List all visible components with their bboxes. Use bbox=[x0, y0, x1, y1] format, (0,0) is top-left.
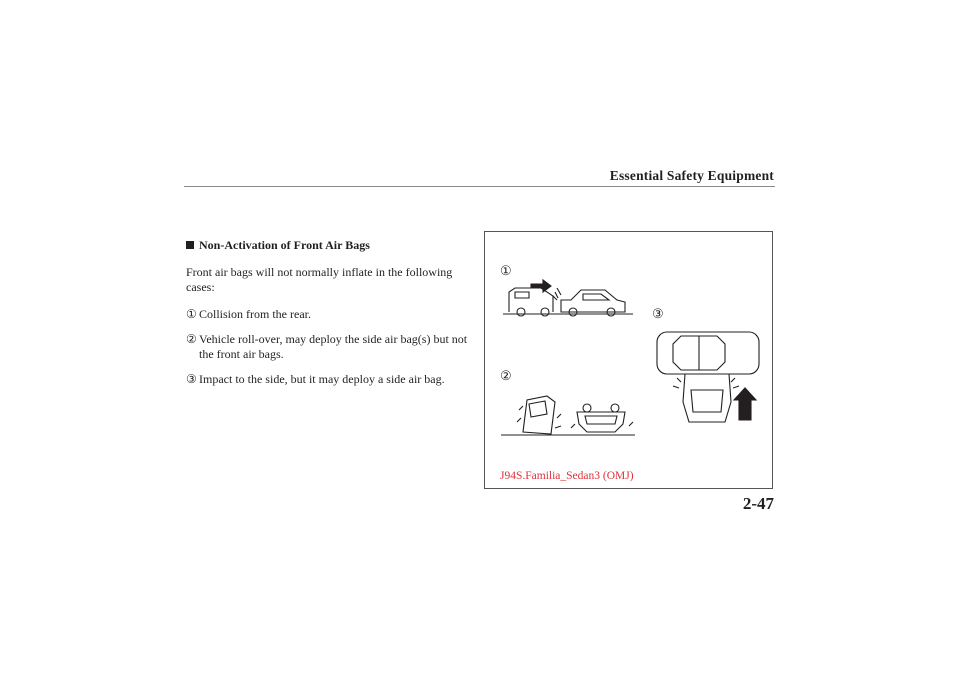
list-item bbox=[186, 307, 471, 322]
figure-label-1: ① bbox=[500, 263, 512, 278]
list-item-text: Vehicle roll-over, may deploy the side air bag(s) but not bbox=[199, 332, 468, 346]
figure-label-2: ② bbox=[500, 368, 512, 383]
list-marker: ② bbox=[186, 332, 197, 346]
illustration-frame bbox=[484, 231, 773, 489]
running-header: Essential Safety Equipment bbox=[609, 168, 774, 183]
list-item bbox=[186, 332, 471, 362]
page-number: 2-47 bbox=[742, 494, 774, 513]
section-heading-text: Non-Activation of Front Air Bags bbox=[199, 238, 370, 252]
side-impact-scene bbox=[657, 332, 759, 422]
rear-collision-scene bbox=[503, 280, 633, 316]
list-marker: ① bbox=[186, 307, 197, 321]
section-heading bbox=[186, 238, 370, 253]
rollover-scene bbox=[501, 396, 635, 435]
list-item-text: Impact to the side, but it may deploy a side air bag. bbox=[199, 372, 445, 386]
airbag-illustration bbox=[485, 232, 774, 490]
list-item-continuation: the front air bags. bbox=[199, 347, 284, 361]
figure-caption: J94S.Familia_Sedan3 (OMJ) bbox=[500, 470, 634, 482]
list-item-text: Collision from the rear. bbox=[199, 307, 311, 321]
list-marker: ③ bbox=[186, 372, 197, 386]
list-item bbox=[186, 372, 471, 387]
figure-label-3: ③ bbox=[652, 306, 664, 321]
intro-paragraph: Front air bags will not normally inflate in the following cases: bbox=[186, 265, 453, 294]
square-bullet-icon bbox=[186, 241, 194, 249]
header-divider bbox=[184, 186, 775, 187]
